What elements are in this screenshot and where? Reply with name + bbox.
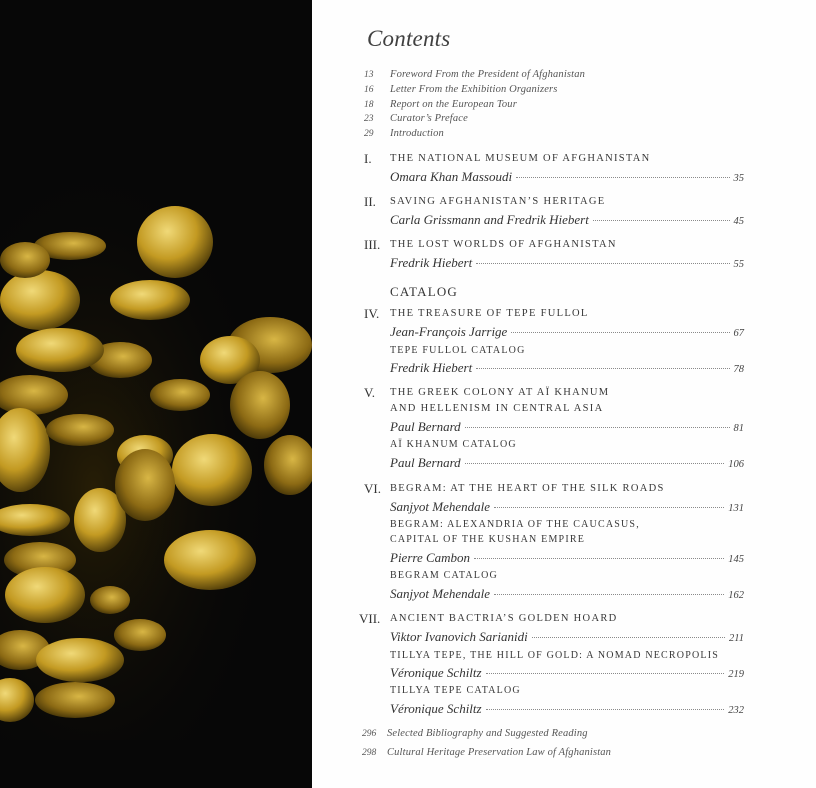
dot-leader xyxy=(593,219,730,221)
contents-page xyxy=(312,0,816,788)
section-number: I. xyxy=(364,151,372,166)
back-page-number: 298 xyxy=(362,748,377,758)
gold-coins-icon xyxy=(0,0,312,788)
dot-leader xyxy=(486,708,725,710)
entry-page-number: 67 xyxy=(733,328,744,339)
front-entry-title: Report on the European Tour xyxy=(390,99,517,110)
entry-author: Véronique Schiltz xyxy=(390,665,482,680)
subsection-title: BEGRAM CATALOG xyxy=(390,570,498,581)
toc-entry[interactable] xyxy=(390,360,744,376)
front-entry-title: Introduction xyxy=(390,128,444,139)
front-entry-title: Curator’s Preface xyxy=(390,113,468,124)
entry-author: Jean-François Jarrige xyxy=(390,324,508,339)
dot-leader xyxy=(465,462,725,464)
entry-author: Carla Grissmann and Fredrik Hiebert xyxy=(390,212,589,227)
toc-entry[interactable] xyxy=(390,629,744,645)
dot-leader xyxy=(516,176,729,178)
subsection-title: CAPITAL OF THE KUSHAN EMPIRE xyxy=(390,534,586,545)
toc-entry[interactable] xyxy=(390,169,744,185)
front-entry-title: Foreword From the President of Afghanistan xyxy=(390,69,585,80)
entry-author: Sanjyot Mehendale xyxy=(390,499,490,514)
entry-page-number: 81 xyxy=(733,423,744,434)
entry-page-number: 162 xyxy=(728,590,744,601)
section-title: SAVING AFGHANISTAN’S HERITAGE xyxy=(390,196,606,207)
entry-author: Omara Khan Massoudi xyxy=(390,169,513,184)
entry-page-number: 35 xyxy=(733,173,744,184)
dot-leader xyxy=(494,506,724,508)
section-title: THE TREASURE OF TEPE FULLOL xyxy=(390,308,589,319)
catalog-heading: CATALOG xyxy=(390,284,459,299)
dot-leader xyxy=(465,426,730,428)
section-number: III. xyxy=(364,237,381,252)
entry-page-number: 219 xyxy=(728,669,744,680)
front-page-number: 23 xyxy=(364,114,374,124)
section-number: V. xyxy=(364,385,375,400)
section-title: THE LOST WORLDS OF AFGHANISTAN xyxy=(390,239,617,250)
entry-author: Viktor Ivanovich Sarianidi xyxy=(390,629,528,644)
toc-entry[interactable] xyxy=(390,419,744,435)
toc-entry[interactable] xyxy=(390,701,744,717)
toc-entry[interactable] xyxy=(390,586,744,602)
section-title: THE GREEK COLONY AT AÏ KHANUM xyxy=(390,387,610,398)
toc-entry[interactable] xyxy=(390,665,744,681)
entry-author: Pierre Cambon xyxy=(390,550,471,565)
toc-entry[interactable] xyxy=(390,212,744,228)
entry-author: Fredrik Hiebert xyxy=(390,360,473,375)
page-title: Contents xyxy=(367,26,451,51)
gold-coins-photo xyxy=(0,0,312,788)
entry-page-number: 45 xyxy=(733,216,744,227)
dot-leader xyxy=(476,262,729,264)
entry-page-number: 55 xyxy=(733,259,744,270)
subsection-title: AÏ KHANUM CATALOG xyxy=(390,439,517,450)
entry-page-number: 145 xyxy=(728,554,744,565)
dot-leader xyxy=(532,636,725,638)
dot-leader xyxy=(476,367,729,369)
front-page-number: 29 xyxy=(364,129,374,139)
toc-entry[interactable] xyxy=(390,324,744,340)
toc-entry[interactable] xyxy=(390,255,744,271)
back-entry-title: Cultural Heritage Preservation Law of Afghanistan xyxy=(387,747,612,758)
section-title: ANCIENT BACTRIA’S GOLDEN HOARD xyxy=(390,613,618,624)
dot-leader xyxy=(494,593,724,595)
section-number: II. xyxy=(364,194,376,209)
entry-page-number: 78 xyxy=(733,364,744,375)
section-title: BEGRAM: AT THE HEART OF THE SILK ROADS xyxy=(390,483,665,494)
entry-page-number: 131 xyxy=(728,503,744,514)
entry-page-number: 211 xyxy=(729,633,744,644)
entry-author: Véronique Schiltz xyxy=(390,701,482,716)
entry-page-number: 232 xyxy=(728,705,744,716)
subsection-title: TILLYA TEPE, THE HILL OF GOLD: A NOMAD NECROPOLIS xyxy=(390,650,720,661)
back-entry-title: Selected Bibliography and Suggested Reading xyxy=(387,728,588,739)
front-entry-title: Letter From the Exhibition Organizers xyxy=(390,84,558,95)
section-number: IV. xyxy=(364,306,380,321)
section-title: THE NATIONAL MUSEUM OF AFGHANISTAN xyxy=(390,153,651,164)
section-title: AND HELLENISM IN CENTRAL ASIA xyxy=(390,403,604,414)
toc-entry[interactable] xyxy=(390,499,744,515)
toc-entry[interactable] xyxy=(390,550,744,566)
subsection-title: BEGRAM: ALEXANDRIA OF THE CAUCASUS, xyxy=(390,519,640,530)
entry-page-number: 106 xyxy=(728,459,744,470)
dot-leader xyxy=(486,672,725,674)
toc-entry[interactable] xyxy=(390,455,744,471)
back-page-number: 296 xyxy=(362,729,377,739)
subsection-title: TEPE FULLOL CATALOG xyxy=(390,345,526,356)
front-page-number: 18 xyxy=(364,100,374,110)
front-page-number: 13 xyxy=(364,70,374,80)
entry-author: Fredrik Hiebert xyxy=(390,255,473,270)
section-number: VII. xyxy=(359,611,381,626)
dot-leader xyxy=(474,557,724,559)
subsection-title: TILLYA TEPE CATALOG xyxy=(390,685,521,696)
front-page-number: 16 xyxy=(364,85,374,95)
dot-leader xyxy=(511,331,729,333)
entry-author: Paul Bernard xyxy=(390,419,461,434)
entry-author: Paul Bernard xyxy=(390,455,461,470)
entry-author: Sanjyot Mehendale xyxy=(390,586,490,601)
section-number: VI. xyxy=(364,481,381,496)
